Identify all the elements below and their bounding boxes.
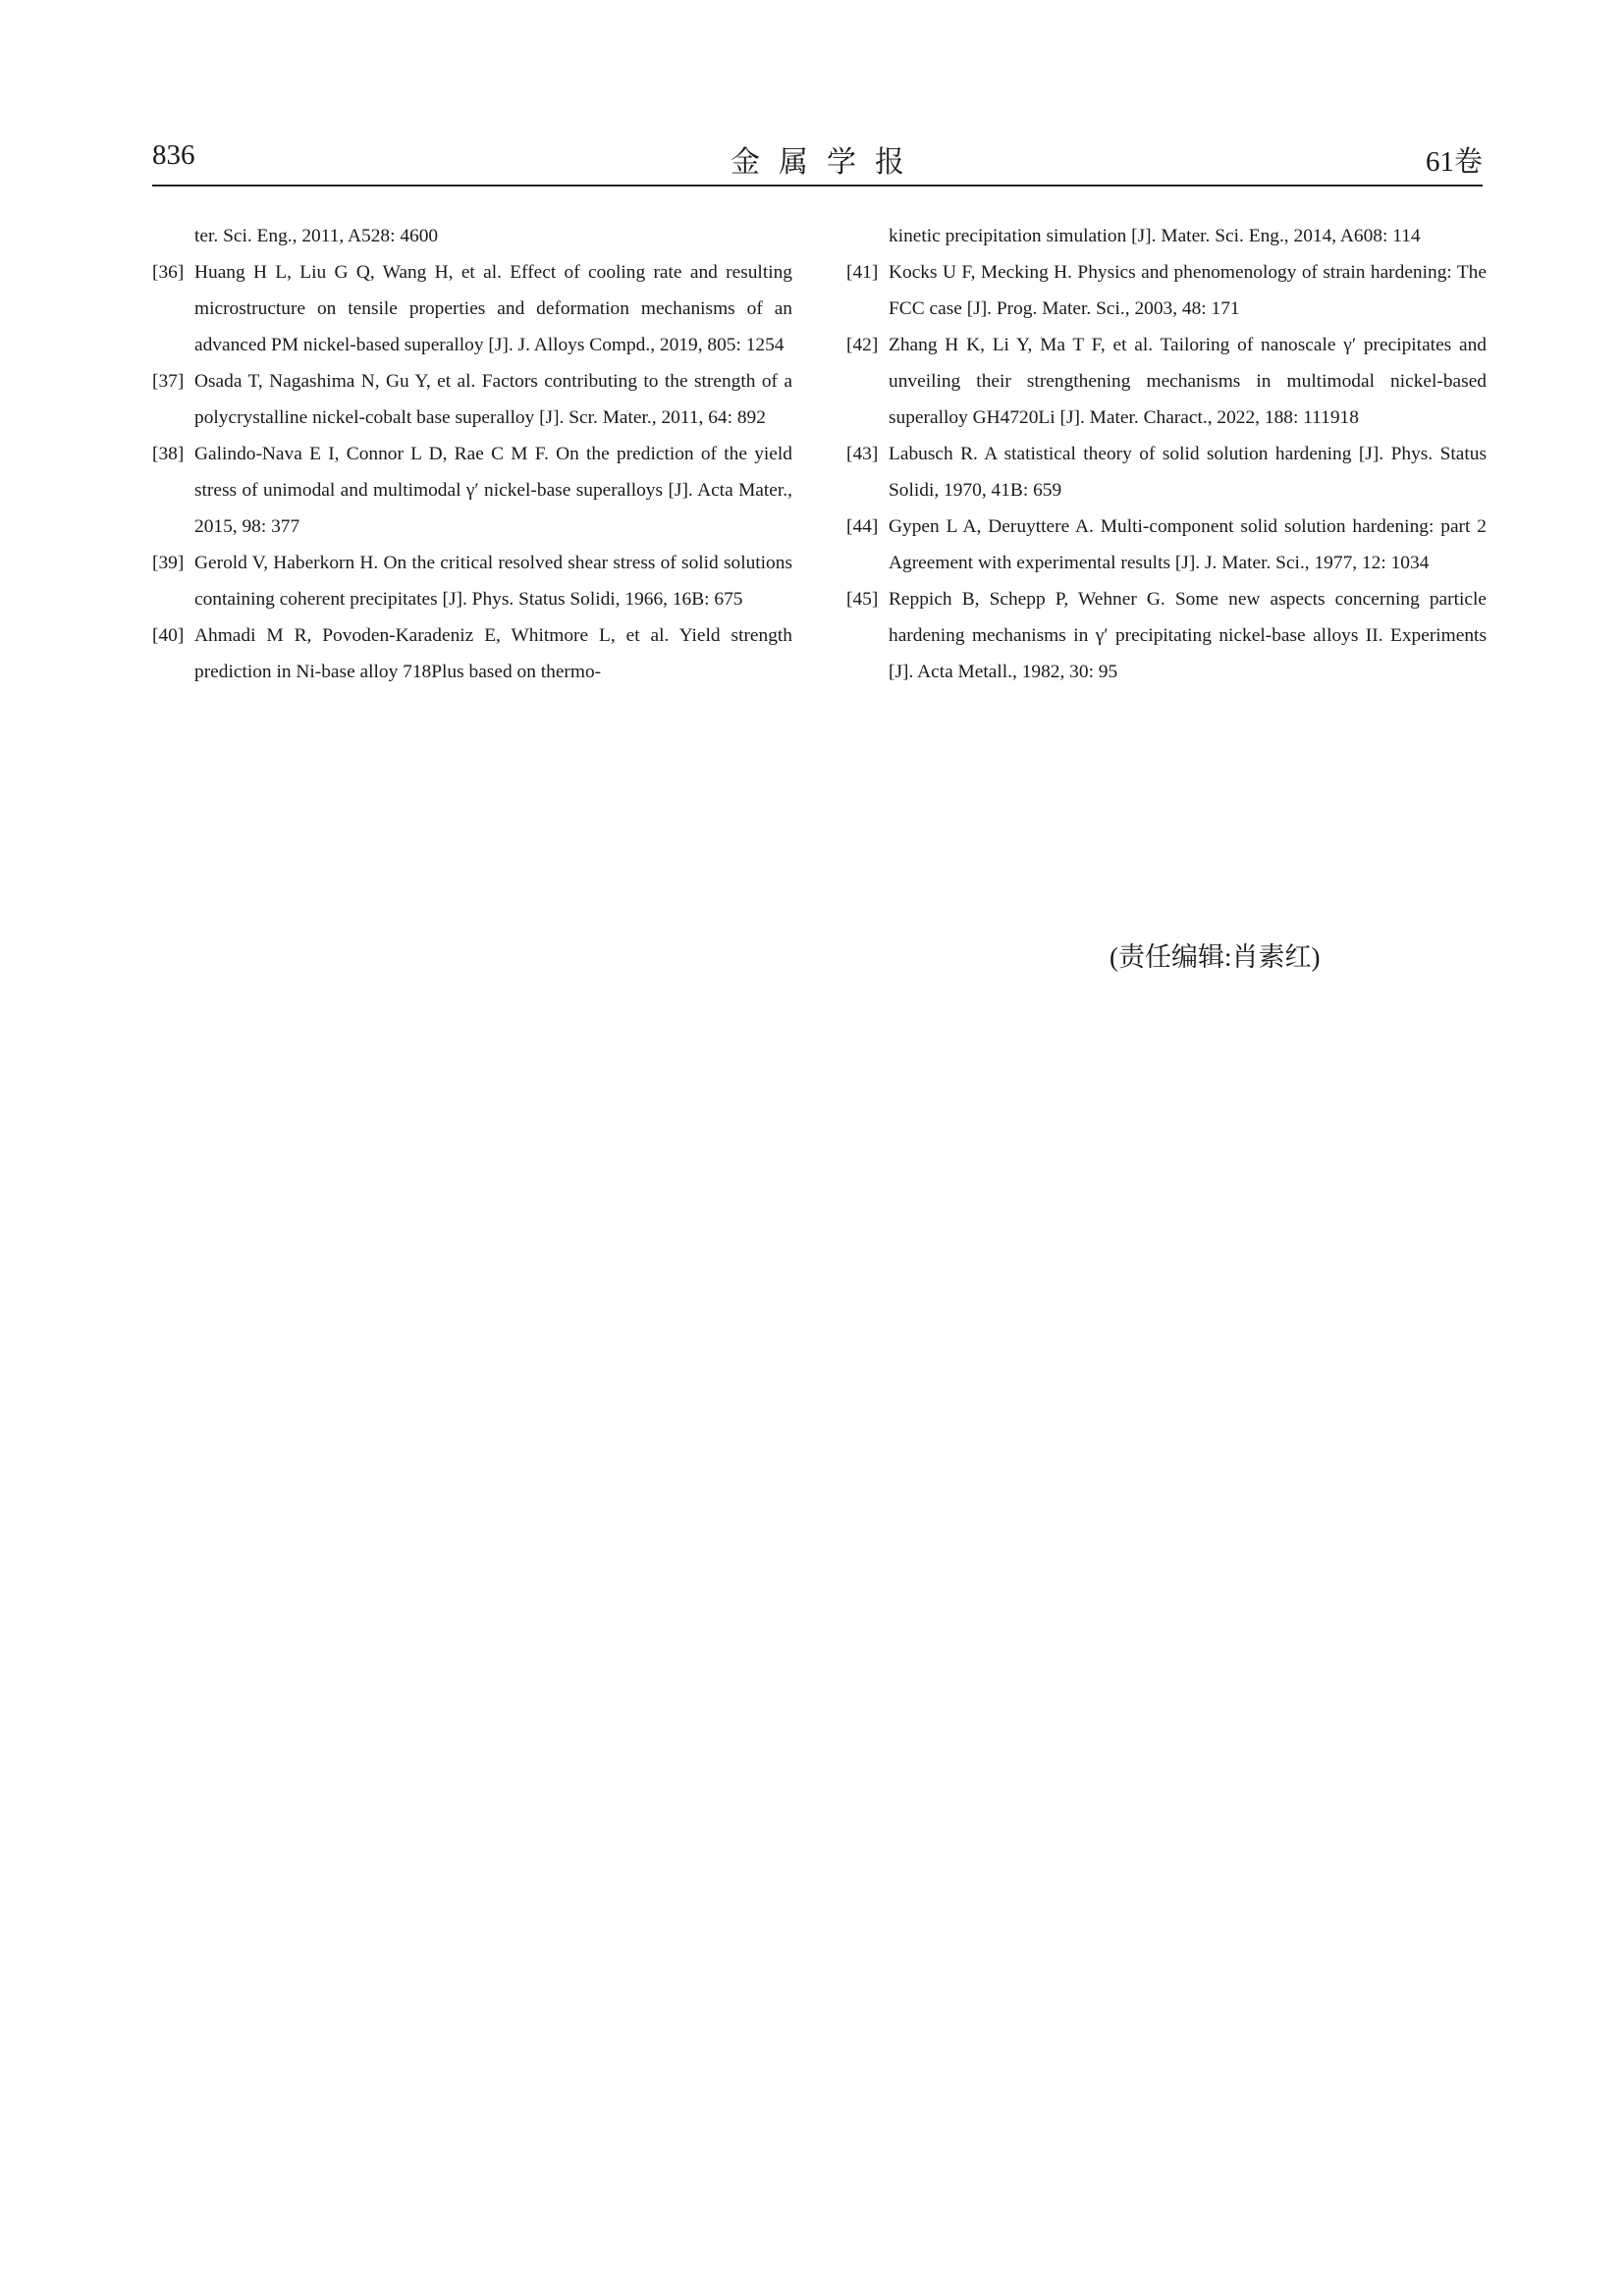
- reference-text: Kocks U F, Mecking H. Physics and phenomenology of strain hardening: The FCC case [J]. Prog. Mater. Sci., 2003, 48: 171: [889, 262, 1487, 319]
- reference-item: [846, 436, 1487, 508]
- reference-number: [44]: [846, 516, 879, 537]
- page-number: 836: [152, 139, 195, 171]
- reference-item: [846, 581, 1487, 690]
- reference-text: Reppich B, Schepp P, Wehner G. Some new aspects concerning particle hardening mechanisms in γ′ precipitating nickel-base alloys II. Experiments [J]. Acta Metall., 1982, 30: 95: [889, 589, 1487, 682]
- reference-text: Galindo-Nava E I, Connor L D, Rae C M F. On the prediction of the yield stress of unimodal and multimodal γ′ nickel-base superalloys [J]. Acta Mater., 2015, 98: 377: [194, 444, 792, 537]
- reference-text: Labusch R. A statistical theory of solid solution hardening [J]. Phys. Status Solidi, 1970, 41B: 659: [889, 444, 1487, 501]
- reference-number: [43]: [846, 444, 879, 464]
- reference-number: [45]: [846, 589, 879, 610]
- journal-title: 金属学报: [731, 146, 923, 179]
- reference-number: [40]: [152, 625, 185, 646]
- reference-item: [152, 363, 792, 436]
- reference-continuation: kinetic precipitation simulation [J]. Mater. Sci. Eng., 2014, A608: 114: [889, 226, 1421, 246]
- responsible-editor-note: (责任编辑:肖素红): [1110, 942, 1321, 972]
- reference-number: [41]: [846, 262, 879, 283]
- reference-continuation: ter. Sci. Eng., 2011, A528: 4600: [194, 226, 439, 246]
- reference-number: [36]: [152, 262, 185, 283]
- reference-text: Zhang H K, Li Y, Ma T F, et al. Tailoring of nanoscale γ′ precipitates and unveiling their strengthening mechanisms in multimodal nickel-based superalloy GH4720Li [J]. Mater. Charact., 2022, 188: 111918: [889, 335, 1487, 428]
- reference-item: [152, 545, 792, 617]
- reference-item: [152, 254, 792, 363]
- reference-item: [152, 617, 792, 690]
- reference-text: Gypen L A, Deruyttere A. Multi-component solid solution hardening: part 2 Agreement with experimental results [J]. J. Mater. Sci., 1977, 12: 1034: [889, 516, 1487, 573]
- reference-number: [42]: [846, 335, 879, 355]
- reference-item: [846, 508, 1487, 581]
- reference-text: Osada T, Nagashima N, Gu Y, et al. Factors contributing to the strength of a polycrystalline nickel-cobalt base superalloy [J]. Scr. Mater., 2011, 64: 892: [194, 371, 792, 428]
- reference-text: Huang H L, Liu G Q, Wang H, et al. Effect of cooling rate and resulting microstructure on tensile properties and deformation mechanisms of an advanced PM nickel-based superalloy [J]. J. Alloys Compd., 2019, 805: 1254: [194, 262, 792, 355]
- references-left-column: [152, 218, 792, 690]
- reference-text: Gerold V, Haberkorn H. On the critical resolved shear stress of solid solutions containing coherent precipitates [J]. Phys. Status Solidi, 1966, 16B: 675: [194, 553, 792, 610]
- page-header: [152, 135, 1483, 187]
- references-right-column: [846, 218, 1487, 690]
- reference-item: [846, 327, 1487, 436]
- volume-label: 61卷: [1425, 146, 1483, 178]
- reference-item: [846, 254, 1487, 327]
- reference-text: Ahmadi M R, Povoden-Karadeniz E, Whitmore L, et al. Yield strength prediction in Ni-base alloy 718Plus based on thermo-: [194, 625, 792, 682]
- reference-number: [38]: [152, 444, 185, 464]
- reference-number: [37]: [152, 371, 185, 392]
- reference-item: [152, 436, 792, 545]
- reference-number: [39]: [152, 553, 185, 573]
